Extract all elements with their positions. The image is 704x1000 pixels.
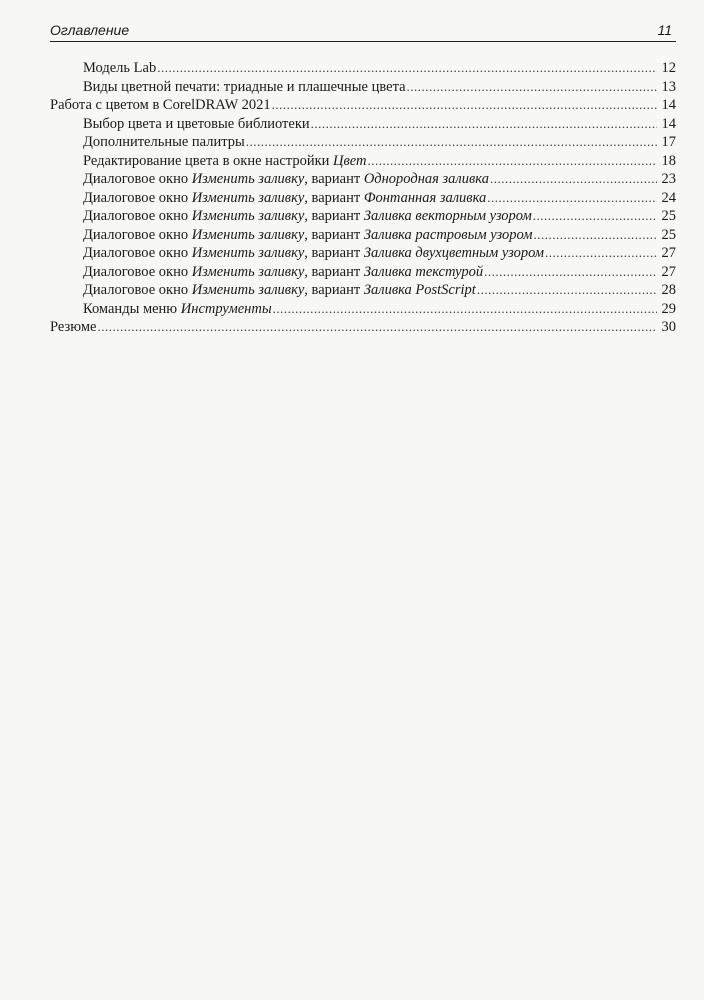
toc-entry-italic-part: Изменить заливку <box>191 263 305 280</box>
toc-entry-text-part: Резюме <box>50 319 97 335</box>
toc-entry <box>50 78 676 97</box>
toc-entry-italic-part: Изменить заливку <box>191 208 305 224</box>
toc-entry-title <box>83 244 544 263</box>
toc-entry-title <box>83 207 532 226</box>
toc-entry <box>50 281 676 300</box>
toc-entry <box>50 133 676 152</box>
toc-entry-italic-part: Цвет <box>333 152 367 169</box>
toc-entry-italic-part: Изменить заливку <box>191 226 305 243</box>
dot-leader <box>311 115 657 134</box>
toc-entry-text-part: Модель Lab <box>83 60 157 76</box>
toc-entry-title <box>83 115 310 134</box>
toc-entry-title <box>83 78 406 97</box>
dot-leader <box>533 207 657 226</box>
toc-entry-page-number: 18 <box>661 152 676 169</box>
dot-leader <box>273 300 657 319</box>
toc-entry-text-part: Команды меню <box>83 300 181 317</box>
toc-entry-text-part: , вариант <box>304 208 364 224</box>
toc-entry-italic-part: Заливка двухцветным узором <box>363 245 545 261</box>
toc-entry-text-part: Дополнительные палитры <box>83 134 245 150</box>
toc-entry-italic-part: Заливка PostScript <box>363 282 476 298</box>
toc-entry <box>50 115 676 134</box>
toc-entry-page-number: 27 <box>661 245 676 261</box>
toc-entry-page-number: 12 <box>661 60 676 76</box>
toc-entry-page-number: 24 <box>661 189 676 206</box>
toc-entry-text-part: Выбор цвета и цветовые библиотеки <box>83 115 310 132</box>
toc-entry-text-part: , вариант <box>304 263 364 280</box>
dot-leader <box>484 263 657 282</box>
toc-entry-page-number: 29 <box>661 300 676 317</box>
toc-entry-page-number: 28 <box>661 282 676 298</box>
toc-entry-title <box>83 263 483 282</box>
toc-entry-page-number: 17 <box>661 134 676 150</box>
dot-leader <box>533 226 657 245</box>
dot-leader <box>157 59 657 78</box>
toc-entry-title <box>50 96 271 115</box>
toc-entry <box>50 244 676 263</box>
toc-entry <box>50 226 676 245</box>
toc-entry-title <box>83 226 532 245</box>
toc-entry-title <box>83 189 486 208</box>
toc-entry <box>50 189 676 208</box>
dot-leader <box>545 244 657 263</box>
toc-entry-text-part: Диалоговое окно <box>83 171 192 187</box>
toc-entry-text-part: , вариант <box>304 189 364 206</box>
toc-entry-italic-part: Заливка текстурой <box>363 263 484 280</box>
toc-entry <box>50 59 676 78</box>
toc-entry-italic-part: Изменить заливку <box>191 282 305 298</box>
toc-entry-text-part: , вариант <box>304 226 364 243</box>
table-of-contents <box>50 59 676 337</box>
dot-leader <box>407 78 657 97</box>
toc-entry-text-part: , вариант <box>304 171 364 187</box>
dot-leader <box>477 281 657 300</box>
toc-entry-text-part: Виды цветной печати: триадные и плашечные цвета <box>83 78 406 95</box>
toc-entry-page-number: 23 <box>661 171 676 187</box>
toc-entry-italic-part: Заливка растровым узором <box>363 226 533 243</box>
toc-entry-italic-part: Однородная заливка <box>363 171 489 187</box>
toc-entry-page-number: 27 <box>661 263 676 280</box>
toc-entry-page-number: 13 <box>661 78 676 95</box>
toc-entry-italic-part: Изменить заливку <box>191 245 305 261</box>
toc-entry-text-part: Работа с цветом в CorelDRAW 2021 <box>50 97 271 113</box>
toc-entry <box>50 318 676 337</box>
toc-entry-page-number: 14 <box>661 97 676 113</box>
toc-entry-title <box>83 281 476 300</box>
toc-entry-italic-part: Изменить заливку <box>191 189 305 206</box>
dot-leader <box>97 318 657 337</box>
dot-leader <box>246 133 657 152</box>
toc-entry-text-part: Диалоговое окно <box>83 282 192 298</box>
toc-entry <box>50 263 676 282</box>
header-page-number: 11 <box>657 22 672 38</box>
toc-entry <box>50 170 676 189</box>
running-header <box>50 21 676 42</box>
dot-leader <box>487 189 657 208</box>
toc-entry <box>50 207 676 226</box>
toc-entry-title <box>50 318 96 337</box>
toc-entry <box>50 96 676 115</box>
dot-leader <box>490 170 657 189</box>
header-title: Оглавление <box>50 22 130 38</box>
toc-entry-italic-part: Фонтанная заливка <box>363 189 487 206</box>
toc-entry <box>50 152 676 171</box>
toc-entry-italic-part: Изменить заливку <box>191 171 305 187</box>
toc-entry-page-number: 25 <box>661 208 676 224</box>
toc-entry-title <box>83 133 245 152</box>
toc-entry-text-part: Редактирование цвета в окне настройки <box>83 152 334 169</box>
toc-entry-title <box>83 300 272 319</box>
toc-entry-text-part: , вариант <box>304 282 364 298</box>
toc-entry-page-number: 25 <box>661 226 676 243</box>
dot-leader <box>368 152 658 171</box>
toc-entry-italic-part: Заливка векторным узором <box>363 208 532 224</box>
toc-entry-title <box>83 152 367 171</box>
dot-leader <box>272 96 657 115</box>
toc-entry <box>50 300 676 319</box>
toc-entry-italic-part: Инструменты <box>180 300 272 317</box>
toc-entry-text-part: Диалоговое окно <box>83 226 192 243</box>
toc-entry-title <box>83 59 156 78</box>
toc-entry-page-number: 14 <box>661 115 676 132</box>
toc-entry-text-part: Диалоговое окно <box>83 208 192 224</box>
toc-entry-text-part: Диалоговое окно <box>83 263 192 280</box>
toc-entry-text-part: , вариант <box>304 245 364 261</box>
toc-entry-page-number: 30 <box>661 319 676 335</box>
toc-entry-text-part: Диалоговое окно <box>83 245 192 261</box>
toc-entry-title <box>83 170 489 189</box>
toc-entry-text-part: Диалоговое окно <box>83 189 192 206</box>
